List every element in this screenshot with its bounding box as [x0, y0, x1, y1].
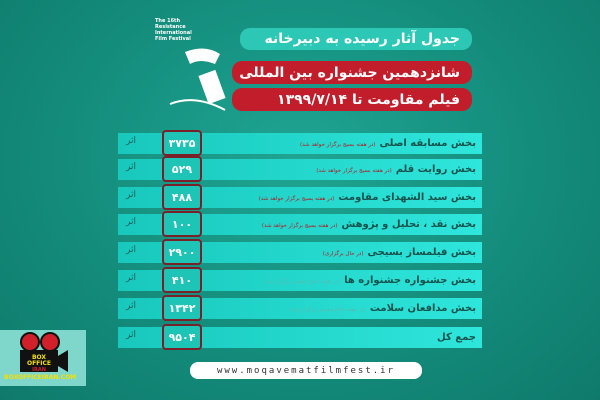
table-row — [118, 187, 482, 208]
row-value: ۳۷۳۵ — [162, 130, 202, 156]
row-note: (در هفته بسیج برگزار خواهد شد) — [261, 223, 338, 229]
row-value: ۴۸۸ — [162, 184, 202, 210]
table-row — [118, 327, 482, 348]
row-unit: اثر — [126, 162, 136, 172]
row-title: جمع کل — [437, 332, 476, 343]
logo-en-2: Resistance — [155, 24, 186, 30]
row-title: بخش جشنواره جشنواره ها — [344, 275, 476, 286]
watermark-iran: IRAN — [32, 367, 46, 373]
row-unit: اثر — [126, 190, 136, 200]
row-title: بخش فیلمساز بسیجی — [367, 247, 476, 258]
title-line-2: شانزدهمین جشنواره بین المللی — [232, 61, 472, 84]
row-note: (در هفته دفاع مقدس برگزار شد) — [290, 307, 366, 313]
row-title: بخش مسابقه اصلی — [379, 138, 476, 149]
title-line-1: جدول آثار رسیده به دبیرخانه — [240, 28, 472, 50]
film-camera-icon — [0, 330, 86, 374]
row-title: بخش نقد ، تحلیل و پژوهش — [341, 219, 476, 230]
row-value: ۲۹۰۰ — [162, 239, 202, 265]
table-row — [118, 159, 482, 180]
row-title: بخش سید الشهدای مقاومت — [338, 192, 476, 203]
row-unit: اثر — [126, 245, 136, 255]
table-row — [118, 298, 482, 319]
row-value: ۹۵۰۴ — [162, 324, 202, 350]
row-value: ۱۳۴۲ — [162, 295, 202, 321]
row-unit: اثر — [126, 330, 136, 340]
logo-en-3: International — [155, 30, 192, 36]
logo-en-1: The 16th — [155, 18, 181, 24]
row-value: ۱۰۰ — [162, 211, 202, 237]
row-title: بخش مدافعان سلامت — [369, 303, 476, 314]
row-unit: اثر — [126, 273, 136, 283]
row-note: (در حال برگزاری) — [322, 251, 364, 257]
row-unit: اثر — [126, 136, 136, 146]
table-row — [118, 242, 482, 263]
row-value: ۵۲۹ — [162, 156, 202, 182]
row-unit: اثر — [126, 301, 136, 311]
table-row — [118, 270, 482, 291]
logo-en-4: Film Festival — [155, 36, 191, 42]
row-unit: اثر — [126, 217, 136, 227]
website-url[interactable]: www.moqavematfilmfest.ir — [190, 362, 422, 379]
boxoffice-watermark — [0, 330, 86, 386]
watermark-office: OFFICE — [26, 360, 52, 367]
watermark-site: BOXOFFICEIRAN.COM — [4, 374, 77, 381]
title-line-3: فیلم مقاومت تا ۱۳۹۹/۷/۱۴ — [232, 88, 472, 111]
table-row — [118, 133, 482, 154]
row-note: (در هفته بسیج برگزار خواهد شد) — [299, 142, 376, 148]
row-note: (در هفته دفاع مقدس برگزار شد) — [264, 279, 341, 285]
row-title: بخش روایت قلم — [395, 164, 476, 175]
watermark-box: BOX — [31, 354, 47, 361]
row-note: (در هفته بسیج برگزار خواهد شد) — [316, 168, 392, 174]
row-note: (در هفته بسیج برگزار خواهد شد) — [258, 196, 335, 202]
row-value: ۴۱۰ — [162, 267, 202, 293]
table-row — [118, 214, 482, 235]
